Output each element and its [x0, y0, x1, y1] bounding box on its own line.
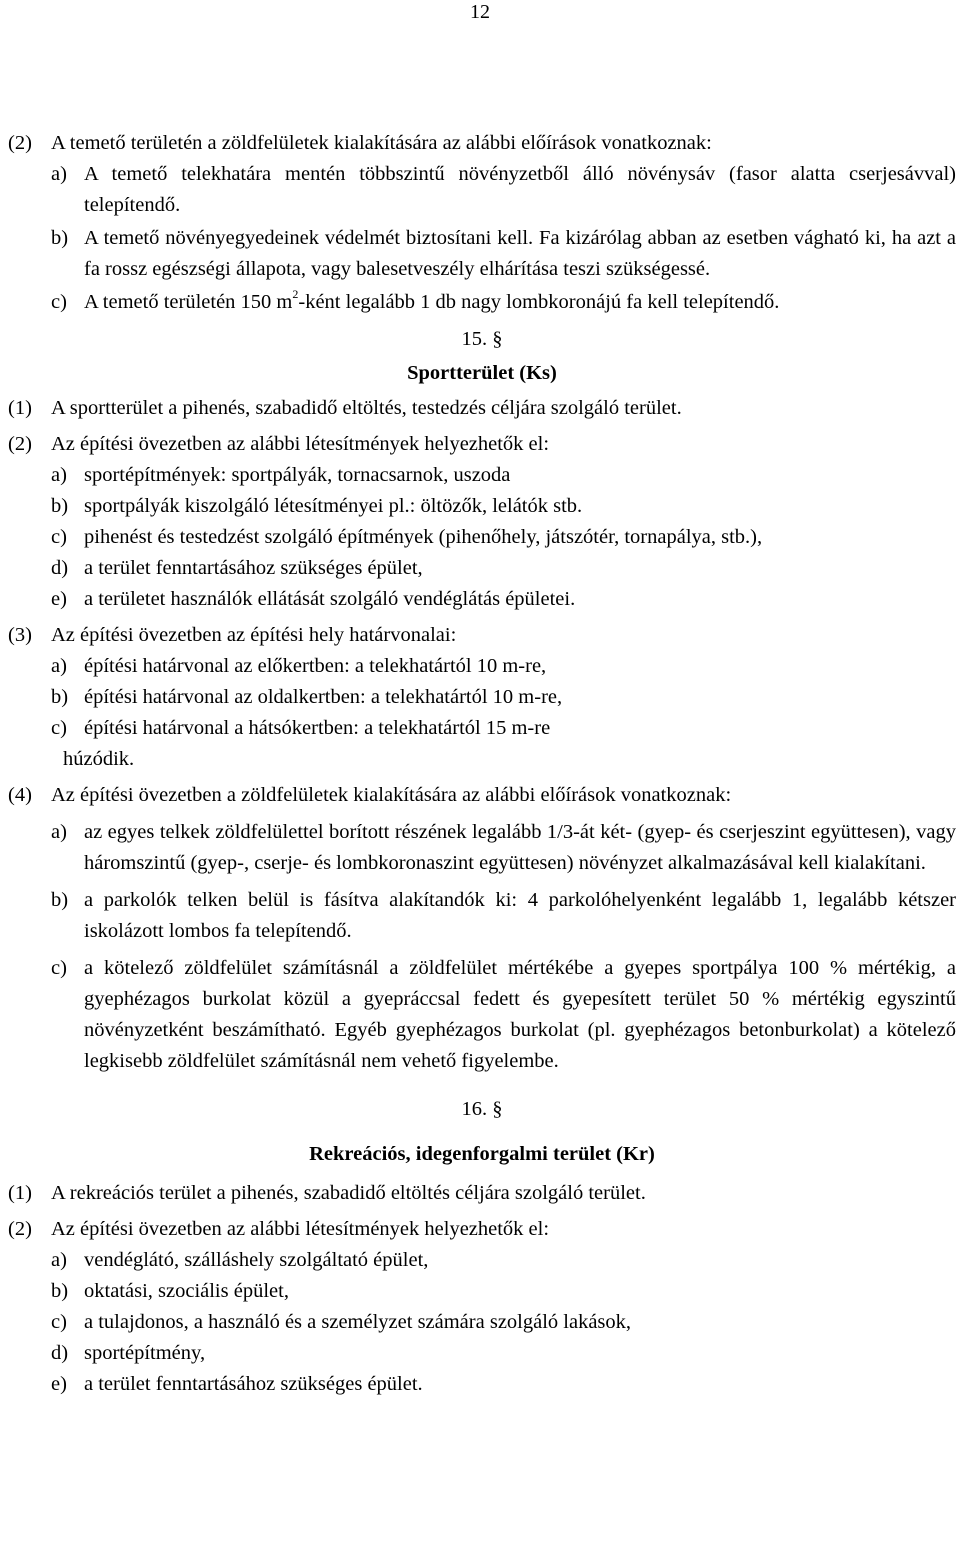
list-label: e)	[51, 1373, 67, 1395]
paragraph-number: (4)	[8, 784, 32, 806]
list-text: A temető telekhatára mentén többszintű növényzetből álló növénysáv (fasor alatta cserjesávval) telepítendő.	[84, 163, 956, 216]
list-label: b)	[51, 227, 69, 249]
paragraph-s15-2	[8, 429, 956, 460]
text-part: -ként legalább 1 db nagy lombkoronájú fa kell telepítendő.	[298, 291, 780, 313]
section-title: Rekreációs, idegenforgalmi terület (Kr)	[309, 1143, 655, 1165]
list-item	[8, 1307, 956, 1338]
paragraph-text: Az építési övezetben az építési hely határvonalai:	[51, 624, 457, 646]
paragraph-s16-2	[8, 1214, 956, 1245]
paragraph-text: A temető területén a zöldfelületek kialakítására az alábbi előírások vonatkoznak:	[51, 132, 712, 154]
paragraph-number: (1)	[8, 1182, 32, 1204]
list-text: oktatási, szociális épület,	[84, 1280, 289, 1302]
list-item	[8, 713, 956, 744]
list-label: d)	[51, 557, 69, 579]
list-label: c)	[51, 717, 67, 739]
list-item	[8, 553, 956, 584]
list-text: az egyes telkek zöldfelülettel borított részének legalább 1/3-át két- (gyep- és cserjeszint együttesen), vagy háromszintű (gyep-, cserje- és lombkoronaszint együttesen) növényzet alkalmazásával kell kialakítani.	[84, 821, 956, 874]
list-label: b)	[51, 495, 69, 517]
list-item	[8, 682, 956, 713]
paragraph-text: Az építési övezetben a zöldfelületek kialakítására az alábbi előírások vonatkoznak:	[51, 784, 732, 806]
list-label: a)	[51, 1249, 67, 1271]
paragraph-s14-2	[8, 128, 956, 159]
list-item	[8, 885, 956, 947]
list-text: építési határvonal az oldalkertben: a telekhatártól 10 m-re,	[84, 686, 563, 708]
list-label: d)	[51, 1342, 69, 1364]
list-label: b)	[51, 1280, 69, 1302]
list-item	[8, 1276, 956, 1307]
list-label: b)	[51, 686, 69, 708]
list-label: a)	[51, 821, 67, 843]
list-item	[8, 522, 956, 553]
superscript: 2	[292, 287, 299, 302]
list-item	[8, 287, 956, 318]
list-item	[8, 491, 956, 522]
paragraph-text: Az építési övezetben az alábbi létesítmények helyezhetők el:	[51, 1218, 550, 1240]
list-text: a kötelező zöldfelület számításnál a zöldfelület mértékébe a gyepes sportpálya 100 % mértékig, a gyephézagos burkolat közül a gyepráccsal fedett és gyepesített terület 50 % mértékig egyszintű növényzetként beszámítható. Egyéb gyephézagos burkolat (pl. gyephézagos betonburkolat) a kötelező legkisebb zöldfelület számításnál nem vehető figyelembe.	[84, 957, 956, 1072]
paragraph-s16-1	[8, 1178, 956, 1209]
list-item	[8, 651, 956, 682]
paragraph-text: Az építési övezetben az alábbi létesítmények helyezhetők el:	[51, 433, 550, 455]
list-item	[8, 953, 956, 1077]
paragraph-s15-3	[8, 620, 956, 651]
list-item	[8, 223, 956, 285]
list-text: sportépítmények: sportpályák, tornacsarnok, uszoda	[84, 464, 511, 486]
section-number: 15. §	[461, 328, 503, 350]
list-text: sportépítmény,	[84, 1342, 206, 1364]
list-text	[84, 287, 956, 318]
list-label: a)	[51, 655, 67, 677]
section-number: 16. §	[461, 1098, 503, 1120]
list-text: vendéglátó, szálláshely szolgáltató épület,	[84, 1249, 429, 1271]
paragraph-number: (2)	[8, 1218, 32, 1240]
list-item	[8, 159, 956, 221]
list-item	[8, 1338, 956, 1369]
list-item	[8, 584, 956, 615]
list-text: a parkolók telken belül is fásítva alakítandók ki: 4 parkolóhelyenként legalább 1, legalább kétszer iskolázott lombos fa telepítendő.	[84, 889, 956, 942]
text-part: A temető területén 150 m	[84, 291, 293, 313]
list-label: a)	[51, 163, 67, 185]
paragraph-s15-4	[8, 780, 956, 811]
paragraph-text: A sportterület a pihenés, szabadidő eltöltés, testedzés céljára szolgáló terület.	[51, 397, 682, 419]
list-text: a terület fenntartásához szükséges épület.	[84, 1373, 423, 1395]
list-text: sportpályák kiszolgáló létesítményei pl.: öltözők, lelátók stb.	[84, 495, 583, 517]
list-continuation: húzódik.	[63, 748, 135, 770]
list-label: a)	[51, 464, 67, 486]
list-item	[8, 1369, 956, 1400]
list-label: c)	[51, 1311, 67, 1333]
list-text: építési határvonal a hátsókertben: a telekhatártól 15 m-re	[84, 717, 551, 739]
list-label: e)	[51, 588, 67, 610]
list-label: c)	[51, 957, 67, 979]
list-text: a terület fenntartásához szükséges épület,	[84, 557, 423, 579]
list-text: építési határvonal az előkertben: a telekhatártól 10 m-re,	[84, 655, 547, 677]
list-text: A temető növényegyedeinek védelmét biztosítani kell. Fa kizárólag abban az esetben vágható ki, ha azt a fa rossz egészségi állapota, vagy balesetveszély elhárítása teszi szükségessé.	[84, 227, 956, 280]
list-text: a területet használók ellátását szolgáló vendéglátás épületei.	[84, 588, 576, 610]
section-title: Sportterület (Ks)	[407, 362, 557, 384]
list-label: b)	[51, 889, 69, 911]
list-label: c)	[51, 291, 67, 313]
paragraph-number: (2)	[8, 433, 32, 455]
list-text: pihenést és testedzést szolgáló építmények (pihenőhely, játszótér, tornapálya, stb.),	[84, 526, 763, 548]
list-item	[8, 1245, 956, 1276]
list-item	[8, 460, 956, 491]
page-number: 12	[470, 1, 490, 23]
paragraph-number: (2)	[8, 132, 32, 154]
list-item	[8, 817, 956, 879]
list-text: a tulajdonos, a használó és a személyzet számára szolgáló lakások,	[84, 1311, 632, 1333]
document-body	[8, 128, 956, 1400]
paragraph-number: (3)	[8, 624, 32, 646]
paragraph-number: (1)	[8, 397, 32, 419]
paragraph-s15-1	[8, 393, 956, 424]
list-label: c)	[51, 526, 67, 548]
paragraph-text: A rekreációs terület a pihenés, szabadidő eltöltés céljára szolgáló terület.	[51, 1182, 646, 1204]
